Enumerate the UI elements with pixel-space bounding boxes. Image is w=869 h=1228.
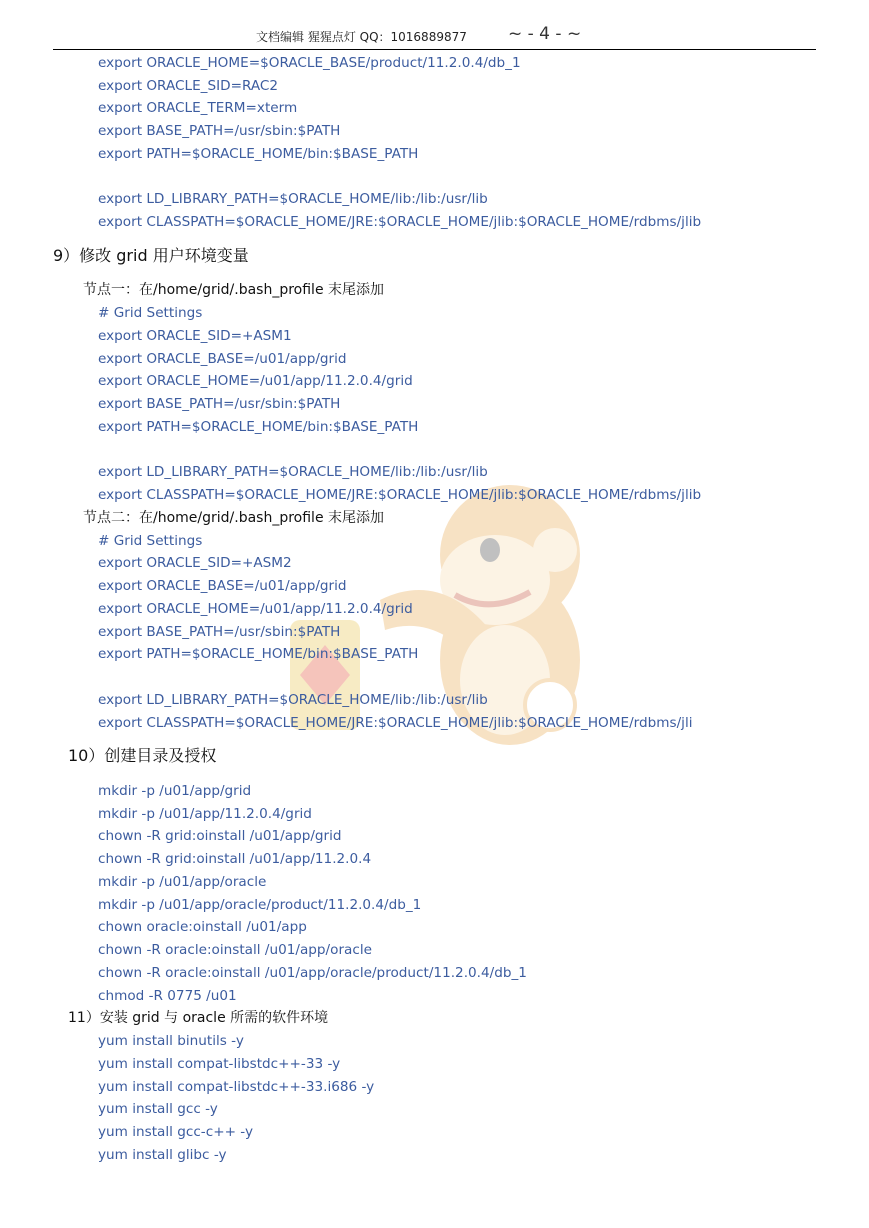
code-line: export LD_LIBRARY_PATH=$ORACLE_HOME/lib:/lib:/usr/lib bbox=[98, 692, 488, 708]
command-line: yum install glibc -y bbox=[98, 1147, 227, 1163]
command-line: mkdir -p /u01/app/11.2.0.4/grid bbox=[98, 806, 312, 822]
command-line: yum install compat-libstdc++-33.i686 -y bbox=[98, 1079, 375, 1095]
node-label: 节点一：在/home/grid/.bash_profile 末尾添加 bbox=[83, 282, 385, 298]
command-line: chown -R oracle:oinstall /u01/app/oracle bbox=[98, 942, 372, 958]
page-header bbox=[0, 24, 869, 48]
command-line: chown oracle:oinstall /u01/app bbox=[98, 919, 307, 935]
code-line: # Grid Settings bbox=[98, 533, 203, 549]
code-line: # Grid Settings bbox=[98, 305, 203, 321]
command-line: yum install binutils -y bbox=[98, 1033, 244, 1049]
command-line: chmod -R 0775 /u01 bbox=[98, 988, 237, 1004]
code-line: export BASE_PATH=/usr/sbin:$PATH bbox=[98, 123, 341, 139]
code-line: export ORACLE_HOME=$ORACLE_BASE/product/11.2.0.4/db_1 bbox=[98, 55, 521, 71]
code-line: export ORACLE_TERM=xterm bbox=[98, 100, 298, 116]
section-heading: 9）修改 grid 用户环境变量 bbox=[53, 246, 249, 265]
command-line: mkdir -p /u01/app/oracle bbox=[98, 874, 267, 890]
command-line: mkdir -p /u01/app/oracle/product/11.2.0.4/db_1 bbox=[98, 897, 422, 913]
command-line: yum install gcc-c++ -y bbox=[98, 1124, 254, 1140]
code-line: export LD_LIBRARY_PATH=$ORACLE_HOME/lib:/lib:/usr/lib bbox=[98, 191, 488, 207]
command-line: yum install compat-libstdc++-33 -y bbox=[98, 1056, 341, 1072]
section-heading: 11）安装 grid 与 oracle 所需的软件环境 bbox=[68, 1010, 329, 1026]
code-line: export ORACLE_SID=RAC2 bbox=[98, 78, 279, 94]
code-line: export CLASSPATH=$ORACLE_HOME/JRE:$ORACLE_HOME/jlib:$ORACLE_HOME/rdbms/jlib bbox=[98, 487, 702, 503]
command-line: chown -R grid:oinstall /u01/app/11.2.0.4 bbox=[98, 851, 372, 867]
code-line: export ORACLE_SID=+ASM1 bbox=[98, 328, 292, 344]
header-divider bbox=[53, 49, 816, 50]
code-line: export ORACLE_SID=+ASM2 bbox=[98, 555, 292, 571]
code-line: export BASE_PATH=/usr/sbin:$PATH bbox=[98, 396, 341, 412]
command-line: chown -R grid:oinstall /u01/app/grid bbox=[98, 828, 342, 844]
code-line: export PATH=$ORACLE_HOME/bin:$BASE_PATH bbox=[98, 146, 419, 162]
code-line: export PATH=$ORACLE_HOME/bin:$BASE_PATH bbox=[98, 646, 419, 662]
command-line: yum install gcc -y bbox=[98, 1101, 218, 1117]
node-label: 节点二：在/home/grid/.bash_profile 末尾添加 bbox=[83, 510, 385, 526]
code-line: export PATH=$ORACLE_HOME/bin:$BASE_PATH bbox=[98, 419, 419, 435]
command-line: chown -R oracle:oinstall /u01/app/oracle/product/11.2.0.4/db_1 bbox=[98, 965, 527, 981]
code-line: export CLASSPATH=$ORACLE_HOME/JRE:$ORACLE_HOME/jlib:$ORACLE_HOME/rdbms/jli bbox=[98, 715, 693, 731]
header-text: 文档编辑 猩猩点灯 QQ：1016889877 bbox=[256, 30, 467, 44]
code-line: export BASE_PATH=/usr/sbin:$PATH bbox=[98, 624, 341, 640]
page-number: ~ - 4 - ~ bbox=[508, 24, 582, 44]
code-line: export LD_LIBRARY_PATH=$ORACLE_HOME/lib:/lib:/usr/lib bbox=[98, 464, 488, 480]
code-line: export ORACLE_BASE=/u01/app/grid bbox=[98, 578, 347, 594]
command-line: mkdir -p /u01/app/grid bbox=[98, 783, 252, 799]
code-line: export ORACLE_BASE=/u01/app/grid bbox=[98, 351, 347, 367]
code-line: export ORACLE_HOME=/u01/app/11.2.0.4/grid bbox=[98, 373, 413, 389]
code-line: export CLASSPATH=$ORACLE_HOME/JRE:$ORACLE_HOME/jlib:$ORACLE_HOME/rdbms/jlib bbox=[98, 214, 702, 230]
section-heading: 10）创建目录及授权 bbox=[68, 746, 217, 765]
code-line: export ORACLE_HOME=/u01/app/11.2.0.4/grid bbox=[98, 601, 413, 617]
